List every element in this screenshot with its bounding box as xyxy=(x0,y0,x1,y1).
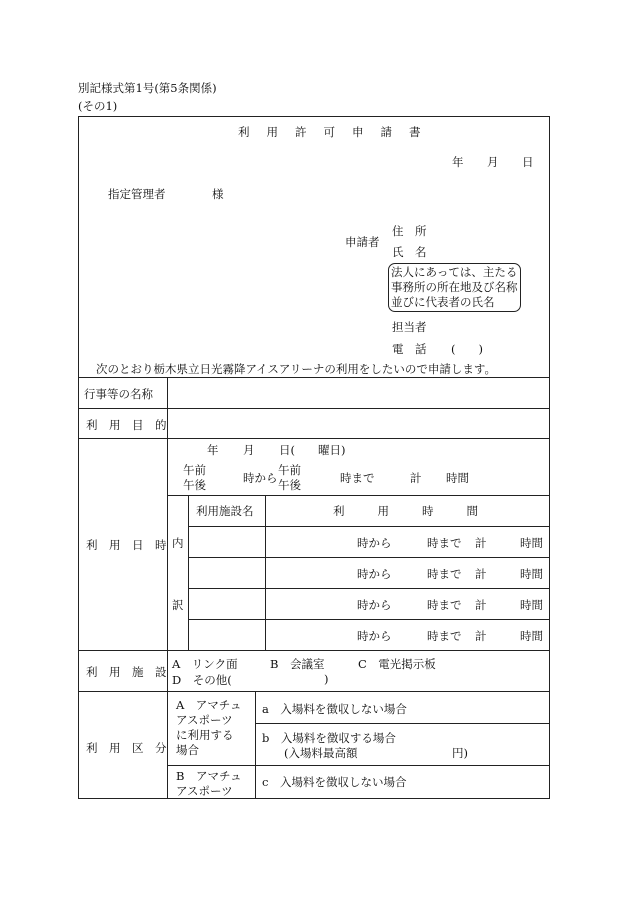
date-year-label: 年 xyxy=(452,155,464,169)
breakdown-char: 内 xyxy=(172,536,184,550)
breakdown-char: 訳 xyxy=(172,598,184,612)
usage-time-header-char: 時 xyxy=(422,504,434,518)
category-a-line: A アマチュ xyxy=(176,698,242,712)
breakdown-total: 計 xyxy=(475,536,487,550)
category-a-line: に利用する xyxy=(176,728,234,742)
time-pm: 午後 xyxy=(183,478,206,492)
category-b xyxy=(176,769,242,799)
table-line xyxy=(78,377,550,378)
time-from: 時から xyxy=(243,471,278,485)
corporate-note-line: 並びに代表者の氏名 xyxy=(391,295,495,309)
breakdown-from: 時から xyxy=(357,598,392,612)
corporate-note-line: 事務所の所在地及び名称 xyxy=(391,280,518,294)
table-line xyxy=(188,588,550,589)
table-line xyxy=(255,723,550,724)
date-day-label: 日 xyxy=(522,155,534,169)
table-line xyxy=(255,691,256,799)
purpose-label: 利 用 目 的 xyxy=(86,418,167,432)
person-in-charge-label: 担当者 xyxy=(392,320,427,334)
applicant-label: 申請者 xyxy=(345,235,380,249)
usage-time-header-char: 用 xyxy=(377,504,389,518)
corporate-note-line: 法人にあっては、主たる xyxy=(391,265,518,279)
time-until: 時まで xyxy=(340,471,375,485)
table-line xyxy=(188,557,550,558)
time-am-2: 午前 xyxy=(278,463,301,477)
facility-option-c: C 電光掲示板 xyxy=(358,657,436,671)
title-char: 申 xyxy=(352,125,364,139)
breakdown-hours: 時間 xyxy=(520,598,543,612)
phone-parens: ( ) xyxy=(451,342,483,356)
option-a: a 入場料を徴収しない場合 xyxy=(262,702,407,716)
address-label: 住 所 xyxy=(392,224,427,238)
table-line xyxy=(188,619,550,620)
date-weekday: 曜日) xyxy=(318,443,346,457)
breakdown-total: 計 xyxy=(475,567,487,581)
time-pm-2: 午後 xyxy=(278,478,301,492)
breakdown-hours: 時間 xyxy=(520,567,543,581)
date-month: 月 xyxy=(243,443,255,457)
category-a-line: 場合 xyxy=(176,743,199,757)
table-line xyxy=(78,691,550,692)
breakdown-until: 時まで xyxy=(427,536,462,550)
breakdown-from: 時から xyxy=(357,629,392,643)
title-char: 書 xyxy=(409,125,421,139)
facility-option-d-close: ) xyxy=(324,672,329,686)
date-day: 日( xyxy=(279,443,295,457)
addressee-label: 指定管理者 xyxy=(108,187,166,201)
form-reference: 別記様式第1号(第5条関係) xyxy=(78,81,217,95)
title-char: 請 xyxy=(380,125,392,139)
breakdown-from: 時から xyxy=(357,567,392,581)
usage-time-header-char: 利 xyxy=(333,504,345,518)
table-line xyxy=(188,526,550,527)
time-total: 計 xyxy=(410,471,422,485)
category-label: 利 用 区 分 xyxy=(86,741,167,755)
category-b-line: B アマチュ xyxy=(176,769,242,783)
option-b-note: (入場料最高額 xyxy=(284,746,358,760)
breakdown-until: 時まで xyxy=(427,567,462,581)
breakdown-from: 時から xyxy=(357,536,392,550)
title-char: 可 xyxy=(323,125,335,139)
form-title xyxy=(238,124,421,140)
breakdown-until: 時まで xyxy=(427,598,462,612)
facility-column-header: 利用施設名 xyxy=(196,504,254,518)
breakdown-total: 計 xyxy=(475,629,487,643)
time-hours: 時間 xyxy=(446,471,469,485)
breakdown-until: 時まで xyxy=(427,629,462,643)
date-year: 年 xyxy=(207,443,219,457)
category-b-line: アスポーツ xyxy=(176,784,233,798)
form-sub-reference: (その1) xyxy=(78,99,118,113)
table-line xyxy=(167,495,550,496)
table-line xyxy=(167,765,550,766)
date-month-label: 月 xyxy=(487,155,499,169)
table-line xyxy=(265,495,266,650)
breakdown-hours: 時間 xyxy=(520,629,543,643)
title-char: 利 xyxy=(238,125,250,139)
option-c: c 入場料を徴収しない場合 xyxy=(262,775,407,789)
name-label: 氏 名 xyxy=(392,245,427,259)
facility-option-b: B 会議室 xyxy=(270,657,325,671)
table-line xyxy=(78,408,550,409)
category-a-line: アスポーツ xyxy=(176,713,233,727)
category-a xyxy=(176,698,241,758)
facility-option-a: A リンク面 xyxy=(172,657,238,671)
table-line xyxy=(78,438,550,439)
application-form-frame xyxy=(78,116,550,799)
option-b: b 入場料を徴収する場合 xyxy=(262,731,396,745)
corporate-note xyxy=(391,265,518,310)
table-line xyxy=(167,377,168,799)
usage-time-header-char: 間 xyxy=(466,504,478,518)
usage-time-header xyxy=(333,503,478,519)
datetime-label: 利 用 日 時 xyxy=(86,538,167,552)
table-line xyxy=(188,495,189,650)
addressee-suffix: 様 xyxy=(212,187,224,201)
time-am: 午前 xyxy=(183,463,206,477)
title-char: 許 xyxy=(295,125,307,139)
facility-option-d: D その他( xyxy=(172,673,232,687)
title-char: 用 xyxy=(266,125,278,139)
request-sentence: 次のとおり栃木県立日光霧降アイスアリーナの利用をしたいので申請します。 xyxy=(96,362,496,376)
breakdown-total: 計 xyxy=(475,598,487,612)
table-line xyxy=(78,650,550,651)
event-name-label: 行事等の名称 xyxy=(84,387,153,401)
breakdown-hours: 時間 xyxy=(520,536,543,550)
facility-label: 利 用 施 設 xyxy=(86,665,167,679)
option-b-yen: 円) xyxy=(452,746,468,760)
phone-label: 電 話 xyxy=(392,342,427,356)
